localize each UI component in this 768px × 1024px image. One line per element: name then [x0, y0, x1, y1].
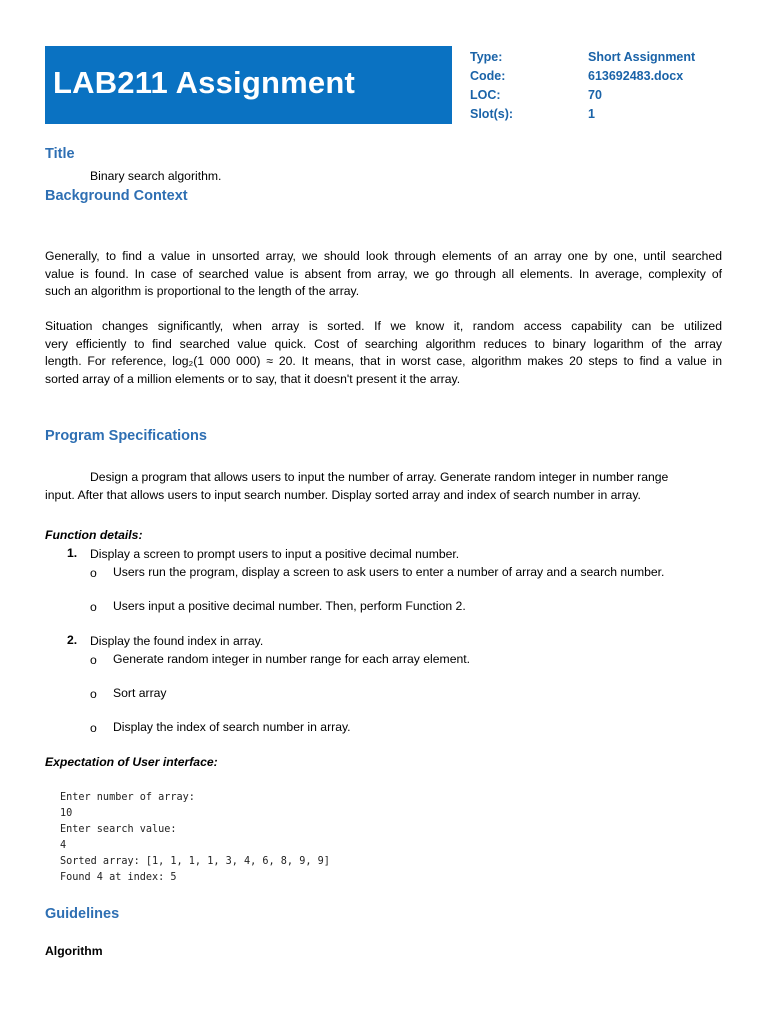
meta-row-loc — [470, 88, 750, 107]
function-1-subitem: Users input a positive decimal number. Then, perform Function 2. — [113, 599, 466, 613]
function-2-subitem: Generate random integer in number range for each array element. — [113, 652, 471, 666]
meta-key: LOC: — [470, 88, 501, 102]
list-number: 2. — [67, 633, 78, 647]
program-spec-heading: Program Specifications — [45, 428, 207, 444]
bullet-icon: o — [90, 687, 97, 701]
paragraph-line: Situation changes significantly, when array is sorted. If we know it, random access capability can be utilized — [45, 319, 722, 333]
bullet-icon: o — [90, 600, 97, 614]
bullet-icon: o — [90, 566, 97, 580]
meta-value: Short Assignment — [588, 50, 696, 64]
paragraph-line: value is found. In case of searched value is absent from array, we go through all elements. In average, complexity of — [45, 266, 722, 281]
title-heading: Title — [45, 146, 75, 162]
console-line: 4 — [60, 840, 67, 851]
console-line: Sorted array: [1, 1, 1, 1, 3, 4, 6, 8, 9, 9] — [60, 856, 330, 867]
function-2-subitem: Display the index of search number in array. — [113, 720, 351, 734]
background-paragraph-2 — [45, 318, 722, 388]
document-title: LAB211 Assignment — [53, 65, 356, 100]
meta-row-type — [470, 50, 750, 69]
console-line: Found 4 at index: 5 — [60, 872, 177, 883]
paragraph-line: Generally, to find a value in unsorted array, we should look through elements of an array one by one, until searched — [45, 249, 722, 263]
meta-key: Type: — [470, 50, 503, 64]
algorithm-subheading: Algorithm — [45, 944, 103, 958]
guidelines-heading: Guidelines — [45, 906, 120, 922]
function-details-label: Function details: — [45, 528, 143, 542]
meta-value: 70 — [588, 88, 602, 102]
program-spec-line-1: Design a program that allows users to input the number of array. Generate random integer in number range — [90, 470, 669, 484]
background-paragraph-1 — [45, 248, 722, 301]
meta-row-code — [470, 69, 750, 88]
program-spec-line-2: input. After that allows users to input search number. Display sorted array and index of search number in array. — [45, 488, 641, 502]
paragraph-line: sorted array of a million elements or to say, that it doesn't present it the array. — [45, 371, 461, 386]
paragraph-line: such an algorithm is proportional to the length of the array. — [45, 284, 360, 298]
meta-value: 1 — [588, 107, 595, 121]
meta-key: Slot(s): — [470, 107, 514, 121]
console-line: Enter search value: — [60, 824, 177, 835]
function-2-subitem: Sort array — [113, 686, 167, 700]
meta-key: Code: — [470, 69, 506, 83]
list-number: 1. — [67, 546, 78, 560]
paragraph-line: length. For reference, log₂(1 000 000) ≈ 20. It means, that in worst case, algorithm makes 20 steps to find a value in — [45, 354, 722, 368]
console-line: Enter number of array: — [60, 792, 195, 803]
meta-value: 613692483.docx — [588, 69, 684, 83]
title-banner — [45, 46, 452, 124]
function-1-text: Display a screen to prompt users to input a positive decimal number. — [90, 547, 460, 561]
function-1-subitem: Users run the program, display a screen to ask users to enter a number of array and a search number. — [113, 565, 665, 579]
console-line: 10 — [60, 808, 73, 819]
paragraph-line: very efficiently to find searched value quick. Cost of searching algorithm reduces to binary logarithm of the array — [45, 336, 722, 351]
console-output — [60, 790, 330, 886]
background-heading: Background Context — [45, 188, 188, 204]
ui-expectation-label: Expectation of User interface: — [45, 755, 218, 769]
function-2-text: Display the found index in array. — [90, 634, 264, 648]
bullet-icon: o — [90, 721, 97, 735]
meta-row-slots — [470, 107, 750, 126]
title-text: Binary search algorithm. — [90, 169, 222, 183]
bullet-icon: o — [90, 653, 97, 667]
